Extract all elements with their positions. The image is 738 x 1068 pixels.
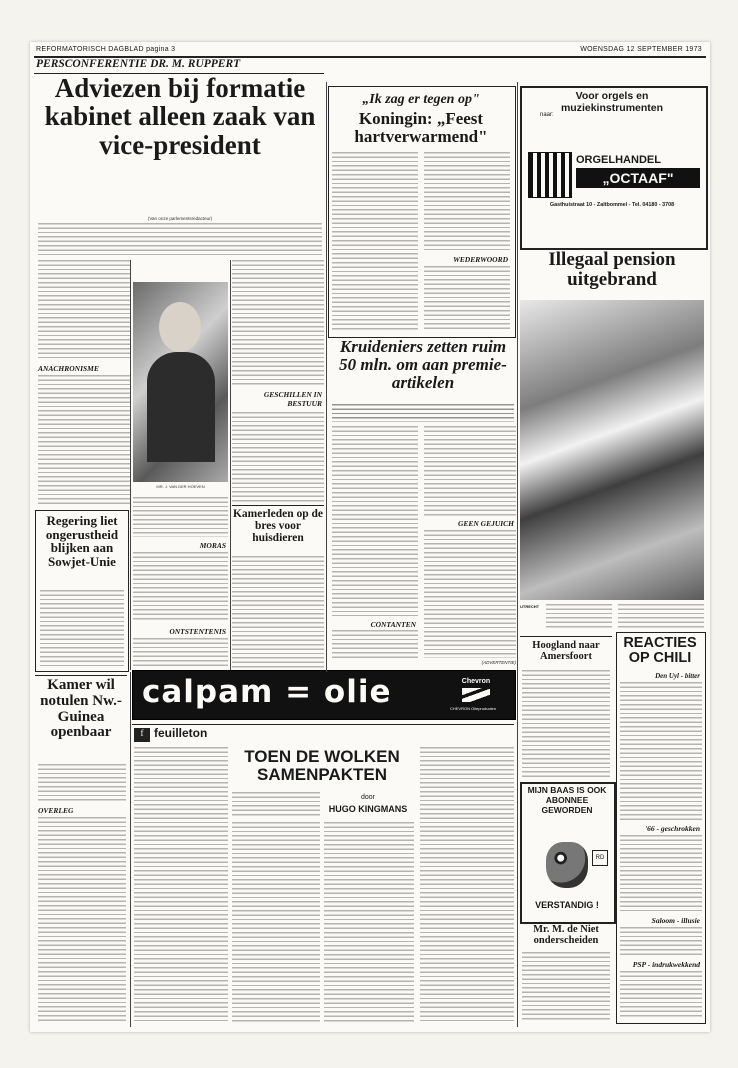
col-rule-5 [130, 672, 131, 1027]
chile-text-4 [620, 971, 702, 1019]
feuilleton-icon: f [134, 728, 150, 742]
lead-kicker: PERSCONFERENTIE DR. M. RUPPERT [36, 58, 241, 70]
feuilleton-text-3 [232, 822, 320, 1022]
subhead-contanten: CONTANTEN [370, 620, 416, 629]
lead-col2b-text [133, 552, 228, 622]
herbs-text-1 [332, 426, 418, 616]
niet-headline: Mr. M. de Niet onderscheiden [533, 924, 599, 947]
subhead-saloom: Saloom - illusie [651, 916, 700, 925]
col-rule-2 [230, 260, 231, 670]
chile-text-1 [620, 682, 702, 820]
herbs-text-2 [332, 630, 418, 660]
advertentie-label: (ADVERTENTIE) [481, 660, 516, 665]
feuilleton-text-1 [134, 747, 228, 1022]
newspaper-page [30, 42, 710, 1032]
subhead-overleg: OVERLEG [38, 806, 74, 815]
organ-ad-shop: ORGELHANDEL [576, 154, 661, 166]
lead-col2c-text [133, 638, 228, 668]
photo-caption: MR. J. VAN DER HOEVEN [156, 484, 205, 489]
queen-text-1 [332, 152, 418, 332]
feuilleton-title: TOEN DE WOLKEN SAMENPAKTEN [244, 747, 400, 784]
feuilleton-text-2 [232, 792, 320, 817]
hoogland-text [522, 670, 610, 778]
hoogland-rule [520, 636, 612, 637]
pension-headline: Illegaal pension uitgebrand [548, 249, 676, 290]
soviet-text [40, 590, 124, 666]
paper-date: WOENSDAG 12 SEPTEMBER 1973 [580, 46, 702, 53]
herbs-text-3 [424, 426, 516, 516]
col-rule-1 [130, 260, 131, 670]
pension-photo [520, 300, 704, 600]
chile-sub: Den Uyl - bitter [655, 672, 700, 680]
queen-text-2 [424, 152, 510, 252]
guinea-text [38, 764, 126, 802]
lead-headline: Adviezen bij formatie kabinet alleen zaak van vice-president [44, 73, 316, 160]
portrait-photo [133, 282, 228, 482]
lead-col2-text [133, 497, 228, 537]
feuilleton-rule [132, 724, 514, 725]
kamerleden-headline: Kamerleden op de bres voor huisdieren [232, 508, 324, 545]
subhead-anachronisme: ANACHRONISME [38, 364, 99, 373]
chile-text-2 [620, 835, 702, 913]
subhead-geen-gejuich: GEEN GEJUICH [457, 519, 514, 528]
pension-caption-1 [546, 604, 612, 630]
organ-ad-brand: „OCTAAF" [576, 168, 700, 188]
subhead-geschillen: GESCHILLEN IN BESTUUR [263, 390, 322, 408]
feuilleton-label: feuilleton [154, 726, 208, 740]
col-rule-3 [326, 82, 327, 672]
organ-ad-title: Voor orgels en muziekinstrumenten [560, 90, 664, 114]
chile-headline: REACTIES OP CHILI [623, 635, 697, 667]
chevron-brand: Chevron [461, 678, 491, 685]
feuilleton-door: door [360, 794, 375, 801]
guinea-headline: Kamer wil notulen Nw.-Guinea openbaar [40, 677, 122, 741]
subhead-moras: MORAS [199, 541, 226, 550]
chevron-sub: CHEVRON Oliepruducten [449, 706, 497, 711]
herbs-text-4 [424, 530, 516, 658]
niet-text [522, 952, 610, 1022]
chile-text-3 [620, 927, 702, 957]
paper-name: REFORMATORISCH DAGBLAD pagina 3 [36, 46, 176, 53]
hoogland-headline: Hoogland naar Amersfoort [532, 640, 600, 663]
queen-kicker: „Ik zag er tegen op" [362, 92, 480, 107]
col-rule-4 [517, 82, 518, 1027]
soviet-headline: Regering liet ongerustheid blijken aan Sowjet-Unie [45, 513, 119, 569]
kamerleden-text [232, 556, 324, 668]
organ-ad-address: Gasthuistraat 10 - Zaltbommel - Tel. 04180 - 3708 [549, 202, 675, 208]
queen-text-3 [424, 266, 510, 332]
organ-ad-naar: naar: [540, 112, 554, 118]
subhead-psp: PSP - indrukwekkend [632, 960, 700, 969]
guinea-text-2 [38, 817, 126, 1022]
lead-col1-text [38, 260, 130, 360]
rd-logo: RD [592, 850, 608, 866]
lead-byline: (Van onze parlementsredacteur) [147, 216, 213, 221]
pension-dateline: UTRECHT [520, 604, 540, 609]
queen-headline: Koningin: „Feest hartverwarmend" [354, 109, 488, 146]
herbs-headline: Kruideniers zetten ruim 50 mln. om aan premie-artikelen [339, 337, 507, 392]
herbs-intro [332, 404, 514, 422]
subhead-ontstentenis: ONTSTENTENIS [169, 627, 226, 636]
baas-ad-cta: VERSTANDIG ! [535, 900, 599, 910]
kamerleden-rule [232, 505, 324, 506]
feuilleton-author: HUGO KINGMANS [328, 804, 408, 814]
baas-ad-line: MIJN BAAS IS OOK ABONNEE GEWORDEN [527, 785, 607, 815]
lead-intro-text [38, 223, 322, 255]
subhead-66: '66 - geschrokken [645, 824, 700, 833]
pension-caption-2 [618, 604, 704, 630]
chevron-logo-icon [462, 688, 490, 702]
lead-col3b-text [232, 412, 324, 502]
calpam-slogan: calpam = olie [142, 674, 392, 710]
feuilleton-text-4 [324, 822, 414, 1022]
subhead-wederwoord: WEDERWOORD [453, 255, 508, 264]
feuilleton-text-5 [420, 747, 514, 1022]
lead-col3-text [232, 260, 324, 385]
dog-drawing-icon [546, 842, 588, 888]
guinea-rule [35, 675, 127, 676]
lead-col1b-text [38, 375, 130, 505]
piano-keys-icon [528, 152, 572, 198]
